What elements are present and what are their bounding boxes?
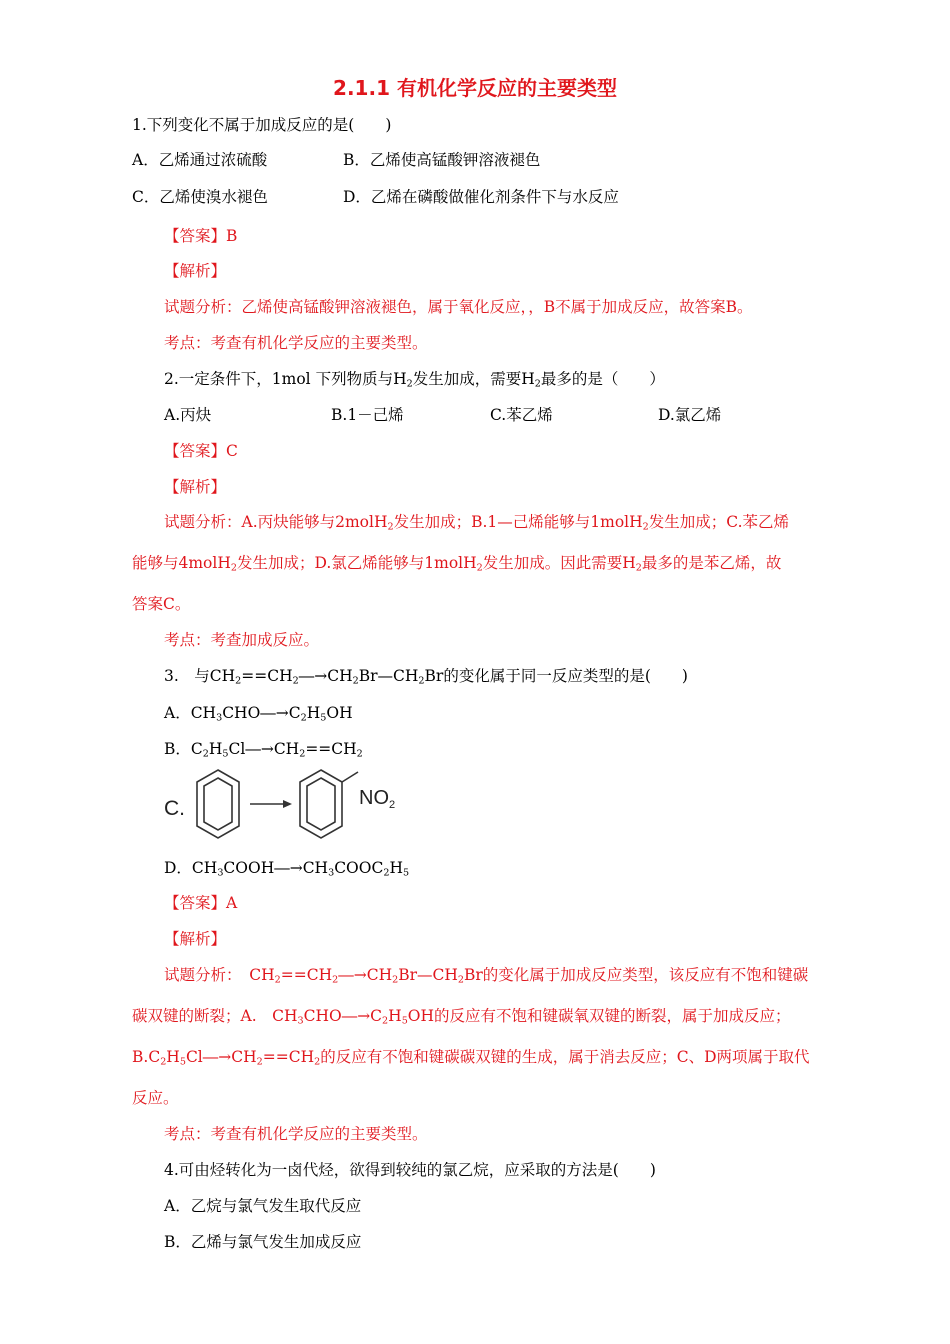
- q2-analysis-line1: 试题分析：A.丙炔能够与2molH$_2$发生加成；B.1—己烯能够与1molH$_2$发生加成；C.苯乙烯: [164, 513, 790, 533]
- q2-analysis-label: 【解析】: [164, 478, 227, 496]
- q3-analysis-label: 【解析】: [164, 930, 227, 948]
- nitrobenzene-ring-icon: [300, 770, 358, 838]
- reaction-arrow-icon: [250, 800, 292, 808]
- q4-stem: 4.可由烃转化为一卤代烃，欲得到较纯的氯乙烷，应采取的方法是( ): [164, 1161, 656, 1179]
- q4-option-a: A．乙烷与氯气发生取代反应: [164, 1197, 362, 1215]
- q3-analysis-line3: $B.C_2H_5Cl―\to CH_2==CH_2$的反应有不饱和键碳碳双键的生成，属于消去反应；C、D两项属于取代: [132, 1048, 810, 1068]
- q3-stem: 3. 与$CH_2==CH_2―\to CH_2Br—CH_2Br$的变化属于同一反应类型的是( ): [164, 667, 688, 687]
- q2-option-a: A.丙炔: [164, 406, 212, 424]
- q3-answer: 【答案】A: [164, 894, 238, 912]
- q1-stem: 1.下列变化不属于加成反应的是( ): [132, 116, 392, 134]
- q3-option-c-diagram: [164, 768, 414, 842]
- q1-option-c: C．乙烯使溴水褪色: [132, 188, 268, 206]
- q2-option-c: C.苯乙烯: [490, 406, 553, 424]
- q1-option-b: B．乙烯使高锰酸钾溶液褪色: [343, 151, 541, 169]
- q2-analysis-line2: 能够与4molH$_2$发生加成；D.氯乙烯能够与1molH$_2$发生加成。因此需要$H_2$最多的是苯乙烯，故: [132, 554, 782, 574]
- q3-option-c-nitro-group: $NO_2$: [359, 787, 396, 811]
- q3-option-c-letter: C.: [164, 797, 185, 820]
- q3-analysis-line2: 碳双键的断裂；A. $CH_3CHO―\to C_2H_5OH$的反应有不饱和键碳氧双键的断裂，属于加成反应；: [132, 1007, 791, 1027]
- q3-option-a: A．$CH_3CHO―\to C_2H_5OH$: [164, 704, 353, 724]
- benzene-ring-icon: [197, 770, 239, 838]
- q3-option-d: D．$CH_3COOH―\to CH_3COOC_2H_5$: [164, 859, 410, 879]
- q2-answer: 【答案】C: [164, 442, 238, 460]
- q3-analysis-line4: 反应。: [132, 1089, 179, 1107]
- q1-analysis-label: 【解析】: [164, 262, 227, 280]
- q1-option-d: D．乙烯在磷酸做催化剂条件下与水反应: [343, 188, 619, 206]
- q1-analysis: 试题分析：乙烯使高锰酸钾溶液褪色，属于氧化反应，，B不属于加成反应，故答案B。: [164, 298, 753, 316]
- q1-option-a: A．乙烯通过浓硫酸: [132, 151, 268, 169]
- q3-point: 考点：考查有机化学反应的主要类型。: [164, 1125, 428, 1143]
- q3-analysis-line1: 试题分析： $CH_2==CH_2―\to CH_2Br—CH_2Br$的变化属于加成反应类型，该反应有不饱和键碳: [164, 966, 809, 986]
- q4-option-b: B．乙烯与氯气发生加成反应: [164, 1233, 362, 1251]
- q2-analysis-line3: 答案C。: [132, 595, 191, 613]
- q2-option-b: B.1－己烯: [331, 406, 404, 424]
- page-title: 2.1.1 有机化学反应的主要类型: [333, 76, 617, 100]
- q1-point: 考点：考查有机化学反应的主要类型。: [164, 334, 428, 352]
- q1-answer: 【答案】B: [164, 227, 238, 245]
- q3-option-b: B．$C_2H_5Cl―\to CH_2==CH_2$: [164, 740, 363, 760]
- q2-option-d: D.氯乙烯: [658, 406, 722, 424]
- q2-point: 考点：考查加成反应。: [164, 631, 320, 649]
- q2-stem: 2.一定条件下，1mol 下列物质与$H_2$发生加成，需要$H_2$最多的是（ ）: [164, 370, 665, 390]
